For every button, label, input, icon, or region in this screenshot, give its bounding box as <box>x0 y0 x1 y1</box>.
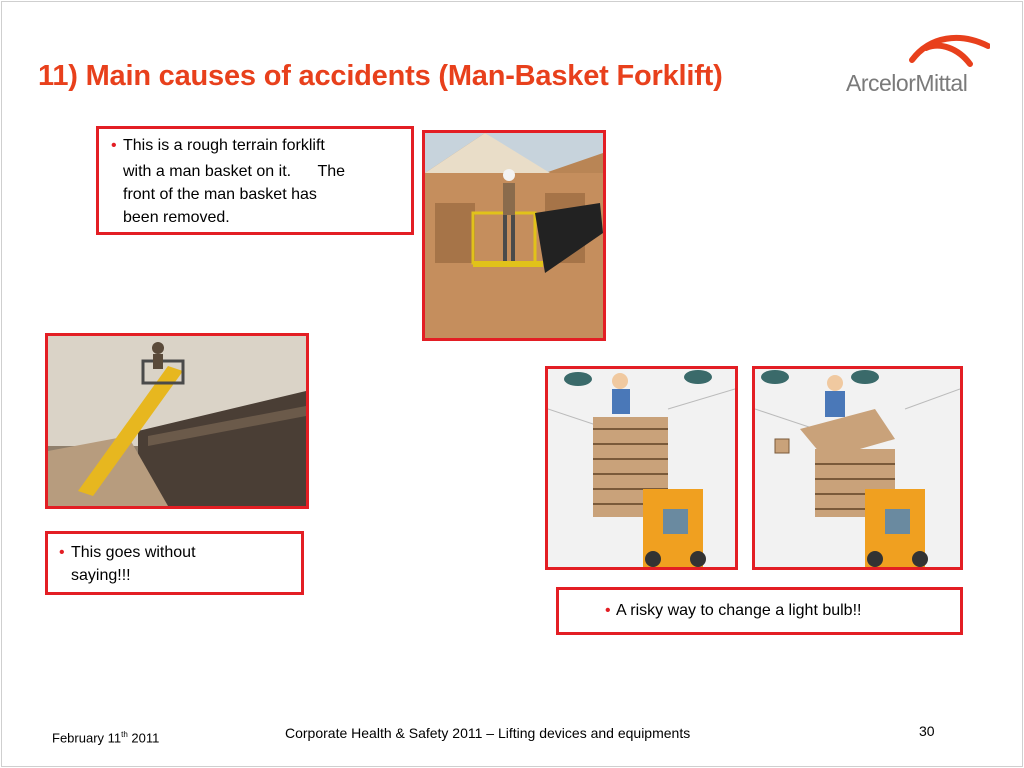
slide-title: 11) Main causes of accidents (Man-Basket Forklift) <box>38 60 723 92</box>
box1-line4: been removed. <box>123 209 230 226</box>
bullet: • <box>605 602 611 619</box>
text-box-risky-light-bulb <box>556 587 963 635</box>
logo-text: ArcelorMittal <box>846 70 968 96</box>
box2-line2: saying!!! <box>71 567 131 584</box>
bullet: • <box>59 544 65 561</box>
box2-line1: This goes without <box>71 544 196 561</box>
text-box-goes-without-saying <box>45 531 304 595</box>
box1-line1: This is a rough terrain forklift <box>123 137 325 154</box>
illustration-forklift-pallets-falling <box>752 366 963 570</box>
footer-date-sup: th <box>121 730 128 739</box>
text-box-rough-terrain <box>96 126 414 235</box>
photo-telehandler-roof <box>45 333 309 509</box>
box1-line3: front of the man basket has <box>123 186 317 203</box>
bullet: • <box>111 137 117 154</box>
arcelormittal-logo <box>840 34 990 104</box>
illustration-forklift-pallets-1 <box>545 366 738 570</box>
footer-date-prefix: February 11 <box>52 730 122 746</box>
footer-date-suffix: 2011 <box>127 730 160 746</box>
footer-center-text: Corporate Health & Safety 2011 – Lifting devices and equipments <box>285 725 691 741</box>
box3-text: A risky way to change a light bulb!! <box>616 602 862 619</box>
logo-swoosh-icon <box>840 34 990 74</box>
footer-date <box>52 730 159 745</box>
photo-man-basket-building <box>422 130 606 341</box>
page-number: 30 <box>919 723 935 739</box>
box1-line2: with a man basket on it. The <box>123 163 346 180</box>
